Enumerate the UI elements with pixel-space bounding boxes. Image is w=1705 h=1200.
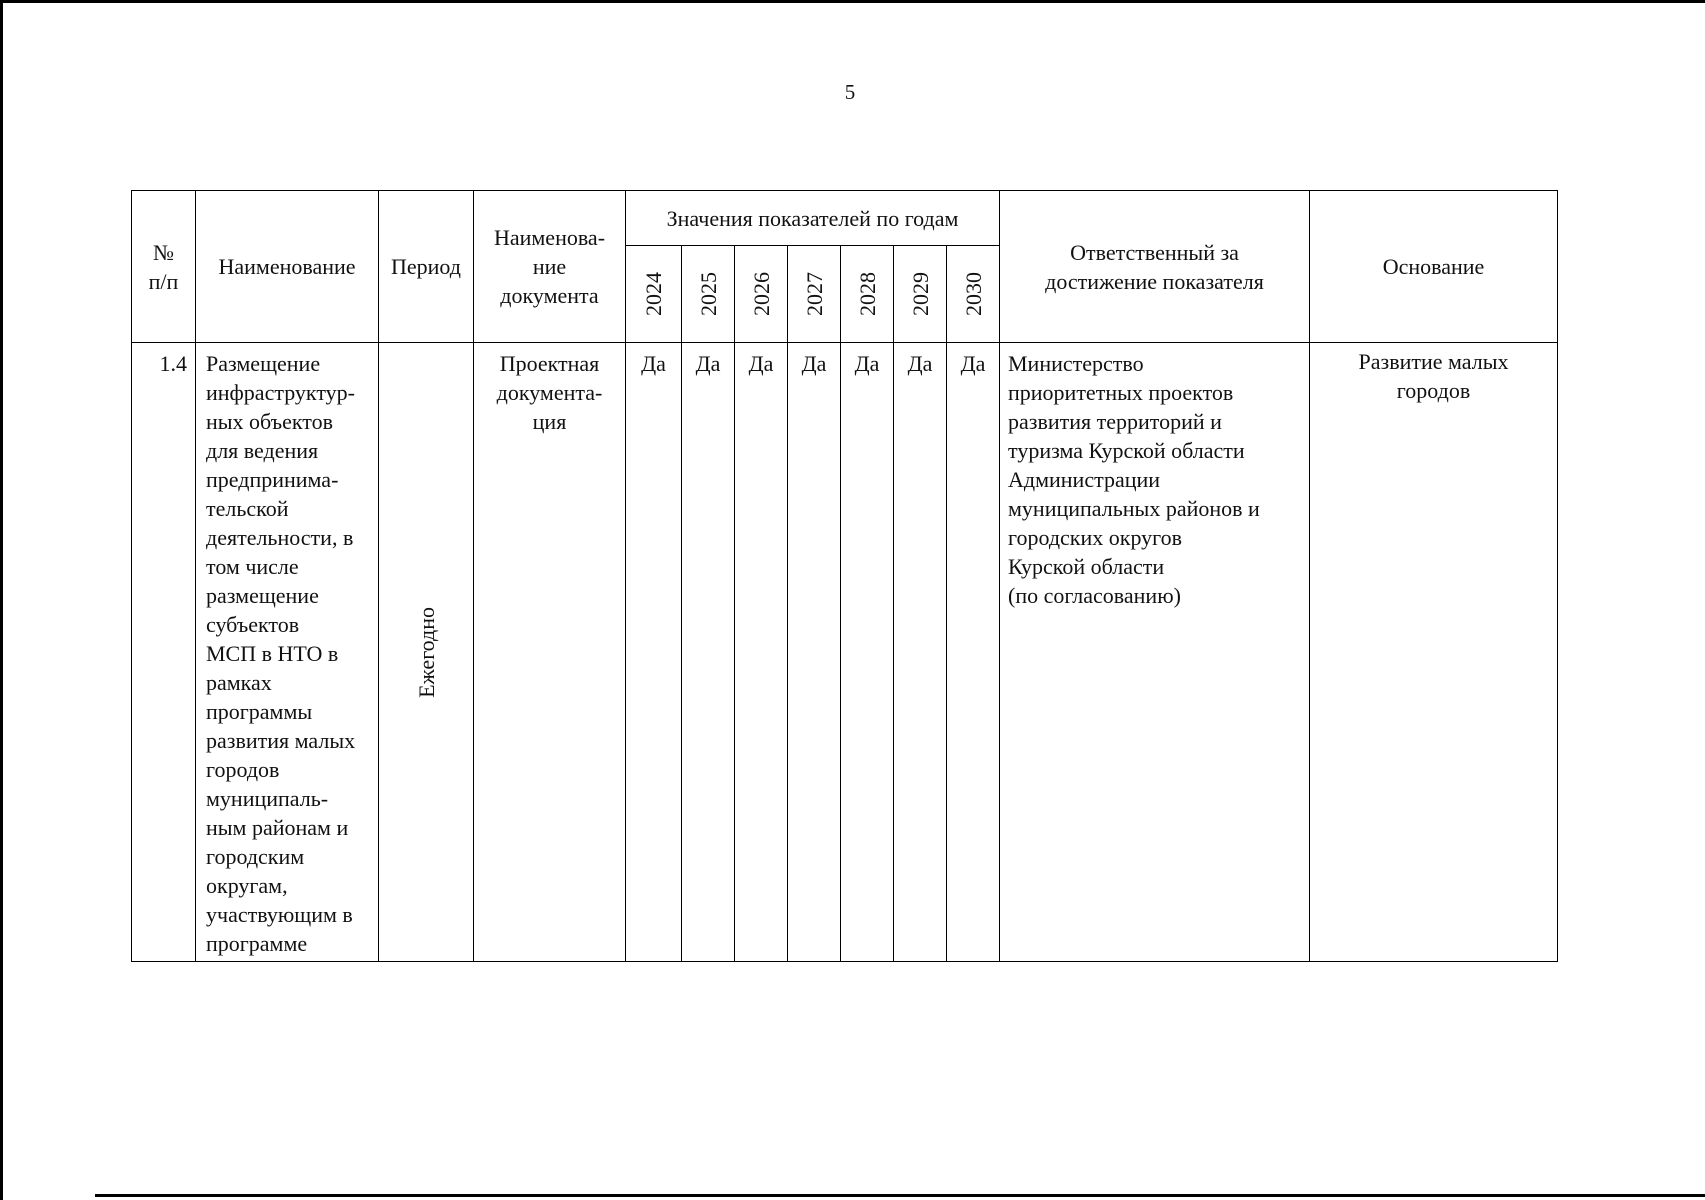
row-period-cell	[379, 343, 474, 962]
row-value-2026: Да	[735, 343, 788, 962]
header-responsible: Ответственный за достижение показателя	[1000, 191, 1310, 343]
header-name: Наименование	[196, 191, 379, 343]
page-border-bottom	[95, 1194, 1705, 1197]
row-value-2025: Да	[682, 343, 735, 962]
header-values-by-year: Значения показателей по годам	[626, 191, 1000, 246]
table-row	[132, 343, 1558, 962]
header-year-cell	[841, 246, 894, 343]
header-num: № п/п	[132, 191, 196, 343]
header-year-cell	[788, 246, 841, 343]
row-period: Ежегодно	[413, 606, 439, 698]
header-basis: Основание	[1310, 191, 1558, 343]
row-num: 1.4	[132, 343, 196, 962]
row-responsible: Министерство приоритетных проектов развития территорий и туризма Курской области Администрации муниципальных районов и городских округов Курской области (по согласованию)	[1000, 343, 1310, 962]
row-value-2028: Да	[841, 343, 894, 962]
row-doc-name: Проектная документа- ция	[474, 343, 626, 962]
header-year: 2028	[854, 272, 880, 316]
header-period: Период	[379, 191, 474, 343]
header-year: 2024	[641, 272, 666, 316]
header-year: 2030	[960, 272, 986, 316]
row-basis: Развитие малых городов	[1310, 343, 1558, 962]
row-value-2029: Да	[894, 343, 947, 962]
header-year: 2029	[907, 272, 933, 316]
header-year: 2027	[801, 272, 827, 316]
header-year-cell	[626, 246, 682, 343]
page-border-left	[0, 0, 3, 1200]
row-value-2024: Да	[626, 343, 682, 962]
header-year-cell	[735, 246, 788, 343]
row-name: Размещение инфраструктур- ных объектов для ведения предпринима- тельской деятельности, в том числе размещение субъектов МСП в НТО в рамках программы развития малых городов муниципаль- ным районам и городским округам, участвующим в программе	[196, 343, 379, 962]
header-year: 2025	[695, 272, 721, 316]
page-border-top	[0, 0, 1705, 3]
header-row-top	[132, 191, 1558, 246]
header-doc-name: Наименова- ние документа	[474, 191, 626, 343]
row-value-2030: Да	[947, 343, 1000, 962]
header-year-cell	[682, 246, 735, 343]
row-value-2027: Да	[788, 343, 841, 962]
page-number: 5	[844, 80, 856, 104]
header-year: 2026	[748, 272, 774, 316]
header-year-cell	[947, 246, 1000, 343]
header-year-cell	[894, 246, 947, 343]
indicators-table	[131, 190, 1558, 962]
